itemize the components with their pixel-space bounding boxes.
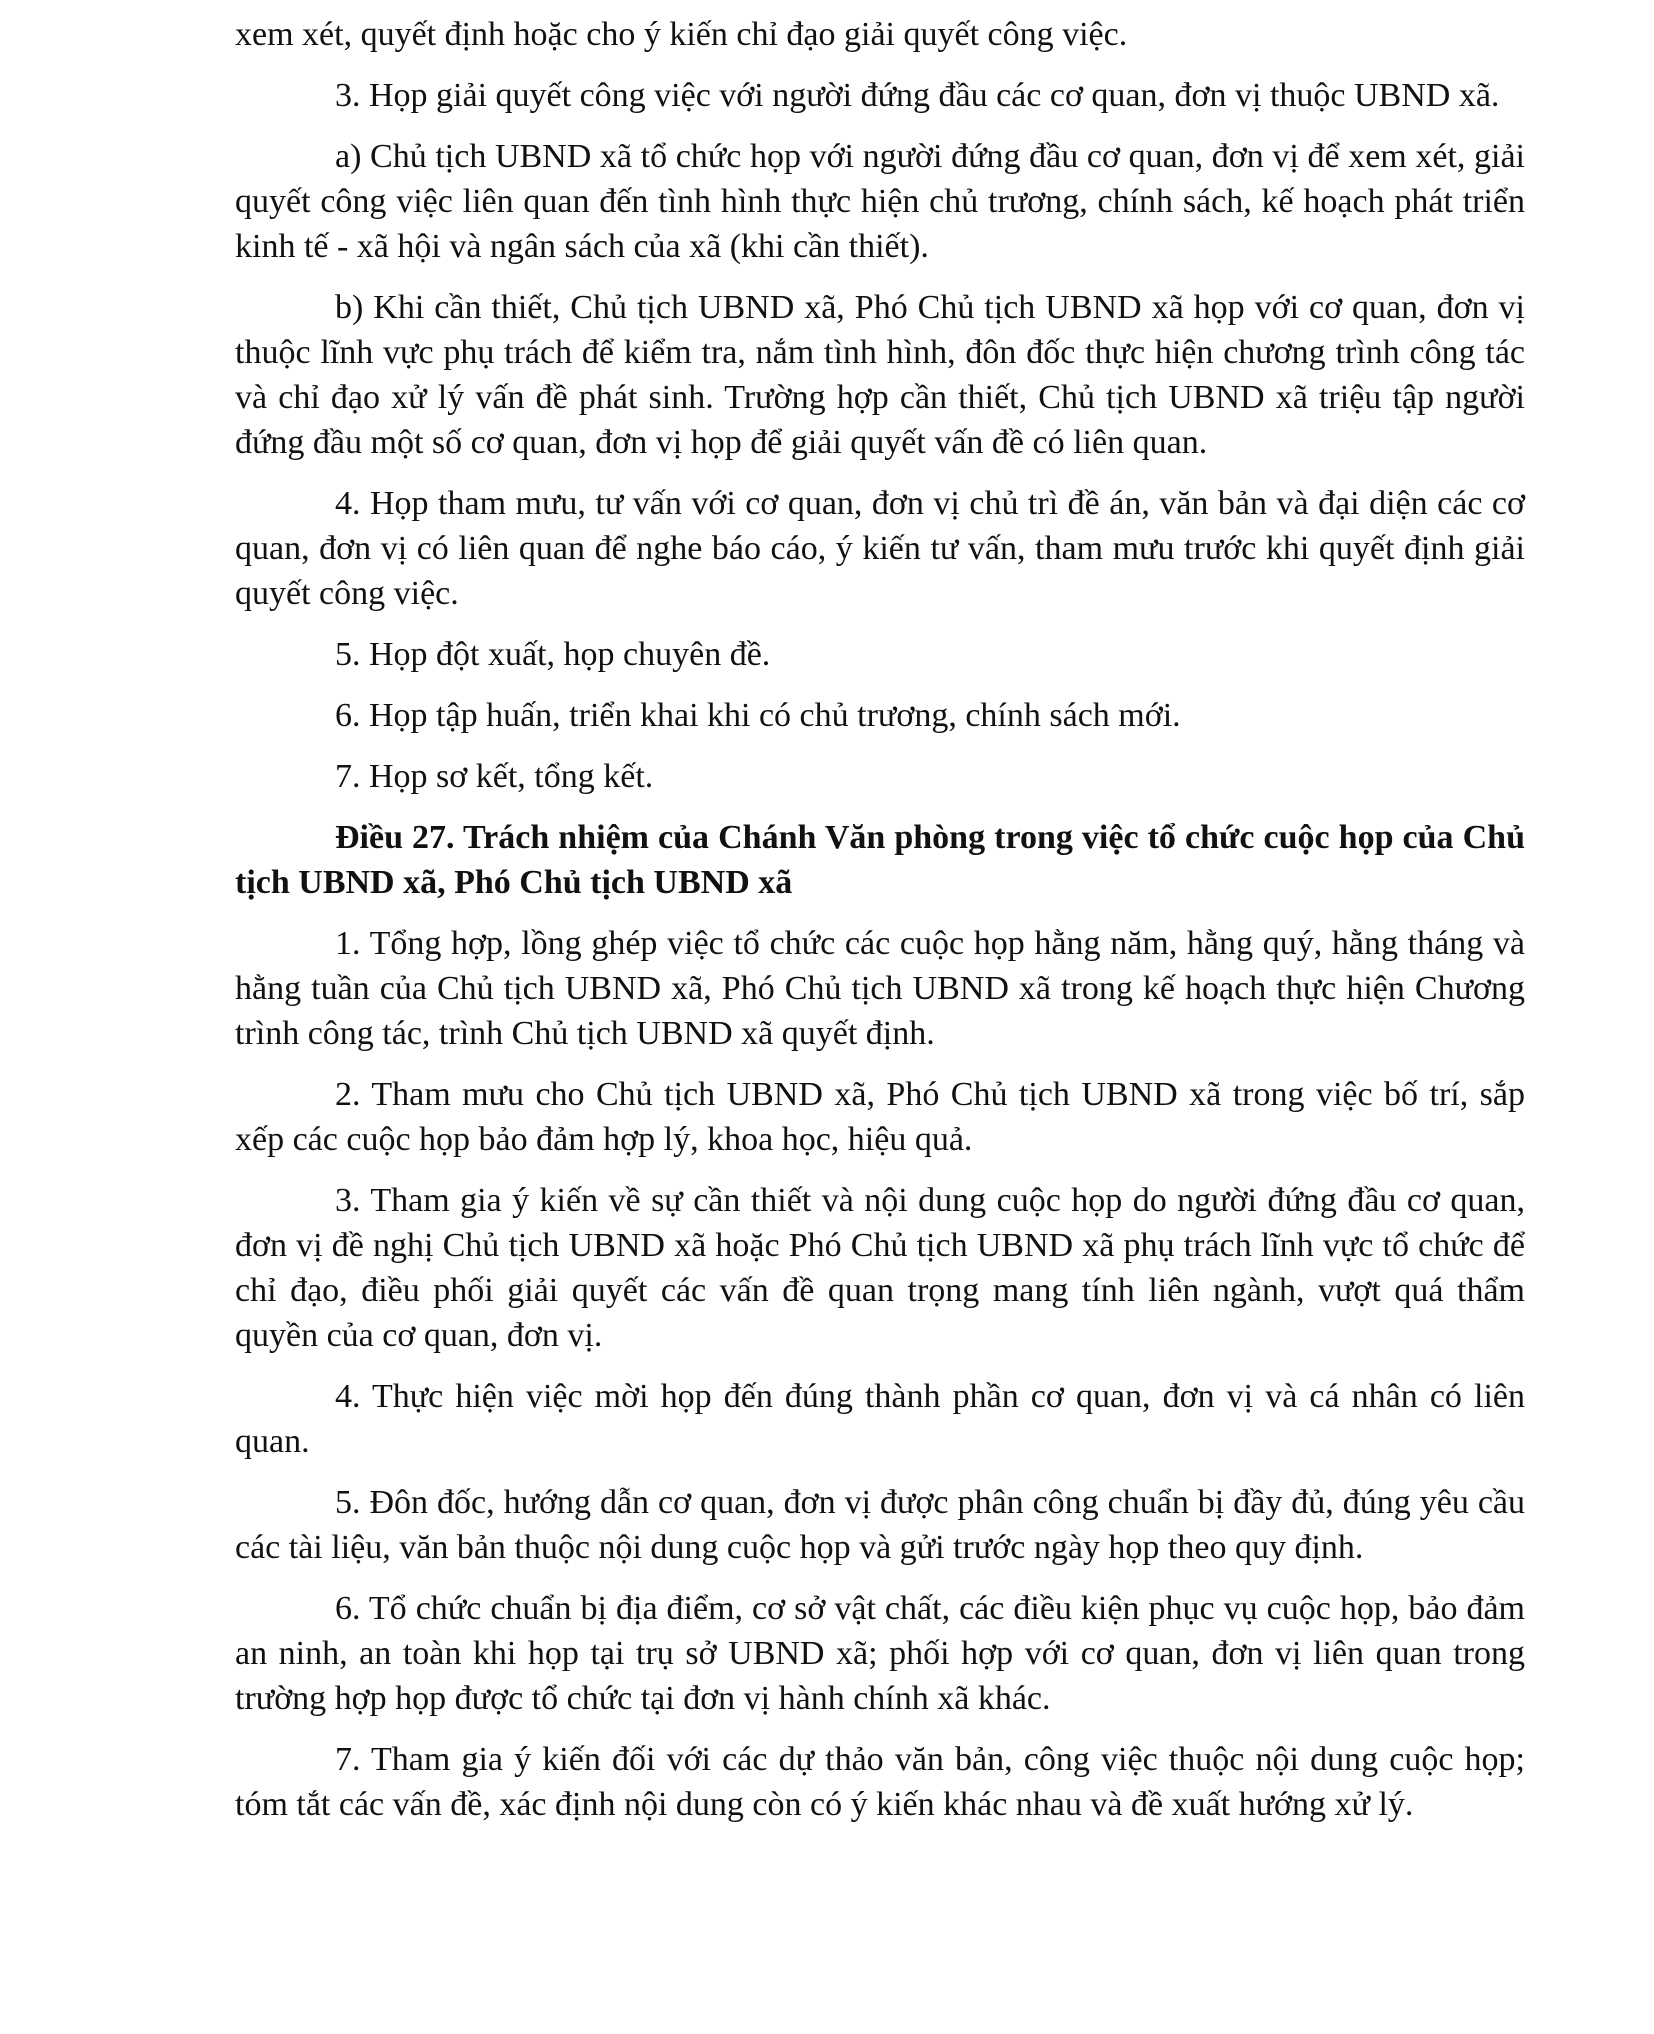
paragraph-item-7: 7. Họp sơ kết, tổng kết. — [335, 758, 654, 795]
paragraph-item-3: 3. Họp giải quyết công việc với người đứng đầu các cơ quan, đơn vị thuộc UBND xã. — [335, 77, 1500, 114]
article-27-heading: Điều 27. Trách nhiệm của Chánh Văn phòng trong việc tổ chức cuộc họp của Chủ tịch UBND xã, Phó Chủ tịch UBND xã — [235, 819, 1525, 901]
paragraph-item-4: 4. Họp tham mưu, tư vấn với cơ quan, đơn vị chủ trì đề án, văn bản và đại diện các cơ quan, đơn vị có liên quan để nghe báo cáo, ý kiến tư vấn, tham mưu trước khi quyết định giải quyết công việc. — [235, 485, 1525, 612]
paragraph-item-6: 6. Họp tập huấn, triển khai khi có chủ trương, chính sách mới. — [335, 697, 1181, 734]
article-27-item-1: 1. Tổng hợp, lồng ghép việc tổ chức các cuộc họp hằng năm, hằng quý, hằng tháng và hằng tuần của Chủ tịch UBND xã, Phó Chủ tịch UBND xã trong kế hoạch thực hiện Chương trình công tác, trình Chủ tịch UBND xã quyết định. — [235, 925, 1525, 1052]
article-27-item-5: 5. Đôn đốc, hướng dẫn cơ quan, đơn vị được phân công chuẩn bị đầy đủ, đúng yêu cầu các tài liệu, văn bản thuộc nội dung cuộc họp và gửi trước ngày họp theo quy định. — [235, 1484, 1525, 1566]
article-27-item-2: 2. Tham mưu cho Chủ tịch UBND xã, Phó Chủ tịch UBND xã trong việc bố trí, sắp xếp các cuộc họp bảo đảm hợp lý, khoa học, hiệu quả. — [235, 1076, 1525, 1158]
paragraph-item-3a: a) Chủ tịch UBND xã tổ chức họp với người đứng đầu cơ quan, đơn vị để xem xét, giải quyết công việc liên quan đến tình hình thực hiện chủ trương, chính sách, kế hoạch phát triển kinh tế - xã hội và ngân sách của xã (khi cần thiết). — [235, 138, 1525, 265]
article-27-item-4: 4. Thực hiện việc mời họp đến đúng thành phần cơ quan, đơn vị và cá nhân có liên quan. — [235, 1378, 1525, 1460]
paragraph-item-5: 5. Họp đột xuất, họp chuyên đề. — [335, 636, 771, 673]
article-27-item-3: 3. Tham gia ý kiến về sự cần thiết và nội dung cuộc họp do người đứng đầu cơ quan, đơn vị đề nghị Chủ tịch UBND xã hoặc Phó Chủ tịch UBND xã phụ trách lĩnh vực tổ chức để chỉ đạo, điều phối giải quyết các vấn đề quan trọng mang tính liên ngành, vượt quá thẩm quyền của cơ quan, đơn vị. — [235, 1182, 1525, 1354]
document-page — [235, 12, 1525, 1827]
article-27-item-6: 6. Tổ chức chuẩn bị địa điểm, cơ sở vật chất, các điều kiện phục vụ cuộc họp, bảo đảm an ninh, an toàn khi họp tại trụ sở UBND xã; phối hợp với cơ quan, đơn vị liên quan trong trường hợp họp được tổ chức tại đơn vị hành chính xã khác. — [235, 1590, 1525, 1717]
paragraph-continuation: xem xét, quyết định hoặc cho ý kiến chỉ đạo giải quyết công việc. — [235, 16, 1128, 53]
article-27-item-7: 7. Tham gia ý kiến đối với các dự thảo văn bản, công việc thuộc nội dung cuộc họp; tóm tắt các vấn đề, xác định nội dung còn có ý kiến khác nhau và đề xuất hướng xử lý. — [235, 1741, 1525, 1823]
paragraph-item-3b: b) Khi cần thiết, Chủ tịch UBND xã, Phó Chủ tịch UBND xã họp với cơ quan, đơn vị thuộc lĩnh vực phụ trách để kiểm tra, nắm tình hình, đôn đốc thực hiện chương trình công tác và chỉ đạo xử lý vấn đề phát sinh. Trường hợp cần thiết, Chủ tịch UBND xã triệu tập người đứng đầu một số cơ quan, đơn vị họp để giải quyết vấn đề có liên quan. — [235, 289, 1525, 461]
